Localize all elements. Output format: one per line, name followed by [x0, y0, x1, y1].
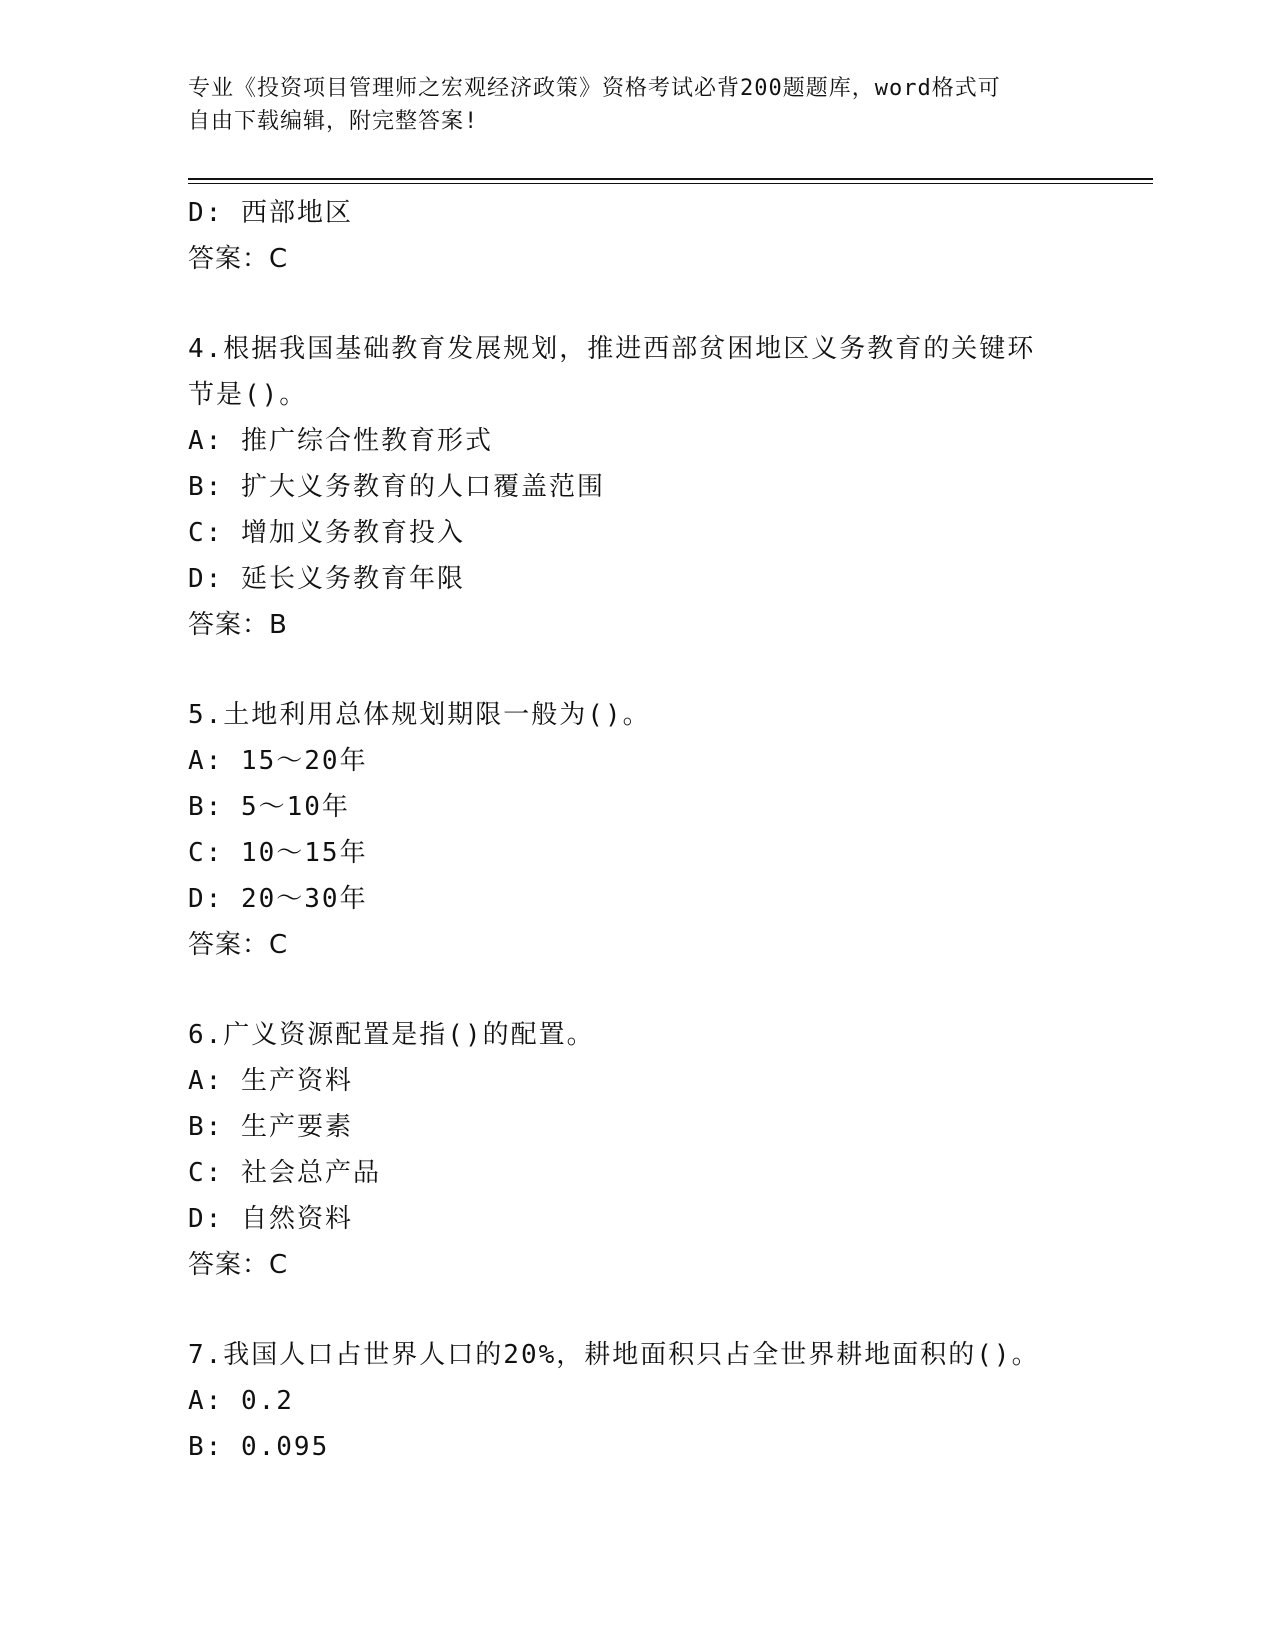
question-stem-line-2: 节是()。: [188, 380, 308, 410]
option-a: A: 15～20年: [188, 746, 368, 776]
question-3: [188, 190, 1088, 282]
option-b: B: 生产要素: [188, 1112, 353, 1142]
option-b: B: 扩大义务教育的人口覆盖范围: [188, 472, 605, 502]
answer-line: 答案：B: [188, 610, 288, 640]
document-header: [188, 72, 1088, 138]
option-d: D: 自然资料: [188, 1204, 353, 1234]
header-title-line-2: 自由下载编辑，附完整答案!: [188, 109, 479, 134]
question-stem-line-1: 4.根据我国基础教育发展规划，推进西部贫困地区义务教育的关键环: [188, 334, 1036, 364]
answer-line: 答案：C: [188, 1250, 289, 1280]
question-5: [188, 692, 1088, 968]
option-d: D: 延长义务教育年限: [188, 564, 465, 594]
header-divider-thin: [188, 183, 1153, 184]
option-a: A: 0.2: [188, 1386, 294, 1416]
option-a: A: 推广综合性教育形式: [188, 426, 493, 456]
question-list: [188, 190, 1088, 1470]
answer-line: 答案：C: [188, 244, 289, 274]
header-divider-thick: [188, 178, 1153, 180]
option-c: C: 10～15年: [188, 838, 368, 868]
spacer: [188, 282, 1088, 326]
question-7: [188, 1332, 1088, 1470]
question-stem-line-1: 5.土地利用总体规划期限一般为()。: [188, 700, 651, 730]
option-b: B: 0.095: [188, 1432, 330, 1462]
option-a: A: 生产资料: [188, 1066, 353, 1096]
spacer: [188, 968, 1088, 1012]
question-6: [188, 1012, 1088, 1288]
question-stem-line-1: 7.我国人口占世界人口的20%，耕地面积只占全世界耕地面积的()。: [188, 1340, 1040, 1370]
spacer: [188, 648, 1088, 692]
spacer: [188, 1288, 1088, 1332]
option-c: C: 社会总产品: [188, 1158, 381, 1188]
question-stem-line-1: 6.广义资源配置是指()的配置。: [188, 1020, 595, 1050]
answer-line: 答案：C: [188, 930, 289, 960]
option-d: D: 20～30年: [188, 884, 368, 914]
question-4: [188, 326, 1088, 648]
option-c: C: 增加义务教育投入: [188, 518, 465, 548]
header-title-line-1: 专业《投资项目管理师之宏观经济政策》资格考试必背200题题库，word格式可: [188, 76, 1001, 101]
option-d: D: 西部地区: [188, 198, 353, 228]
option-b: B: 5～10年: [188, 792, 350, 822]
